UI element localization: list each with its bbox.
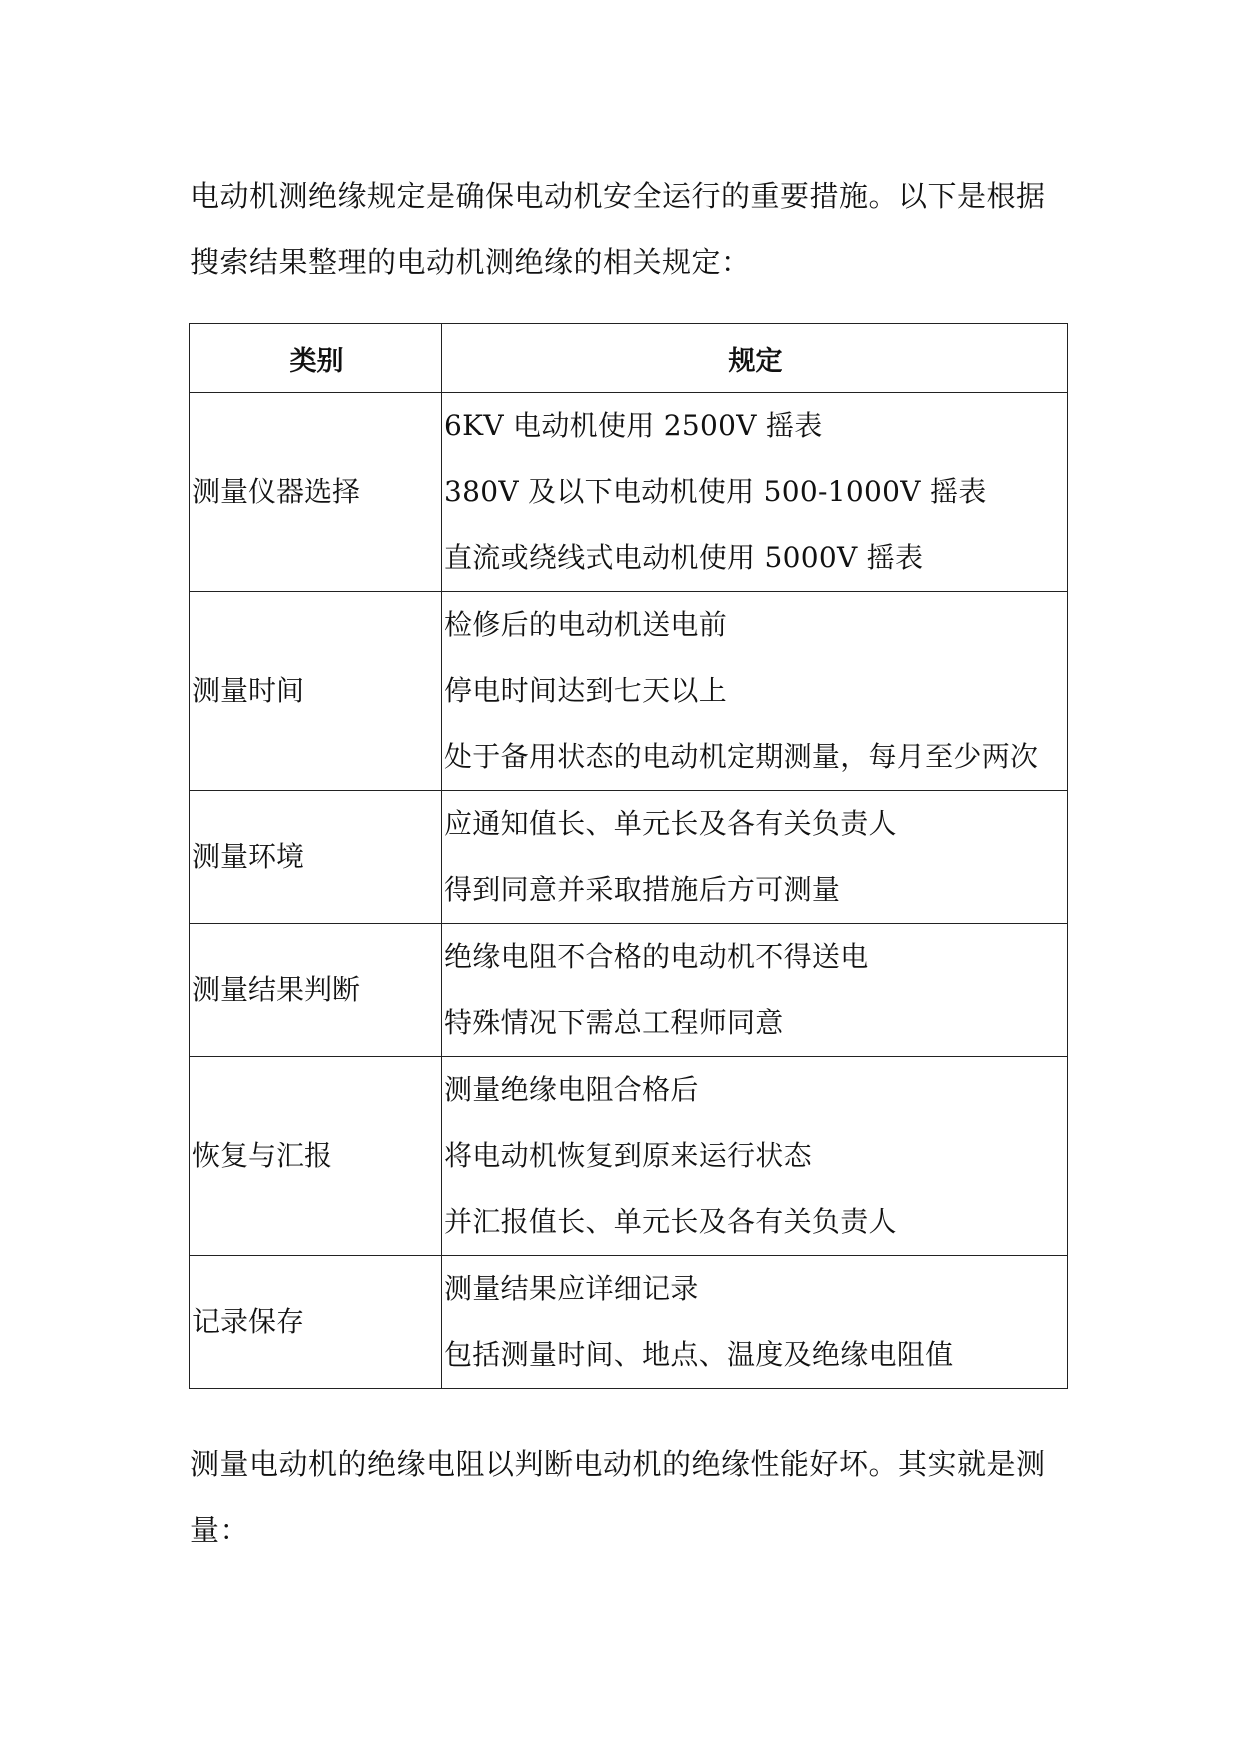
regulation-line: 测量结果应详细记录 [444, 1272, 699, 1305]
table-row [190, 1057, 1068, 1256]
regulation-line: 并汇报值长、单元长及各有关负责人 [444, 1205, 897, 1238]
regulations-table [189, 323, 1068, 1389]
table-row [190, 1256, 1068, 1389]
category-cell [190, 1057, 442, 1256]
category-label: 恢复与汇报 [192, 1139, 333, 1172]
regulation-cell [442, 1256, 1068, 1389]
regulation-line: 得到同意并采取措施后方可测量 [444, 873, 841, 906]
header-category: 类别 [190, 324, 442, 393]
category-cell [190, 791, 442, 924]
table-row [190, 393, 1068, 592]
header-regulation: 规定 [442, 324, 1068, 393]
regulation-cell [442, 791, 1068, 924]
category-label: 测量时间 [192, 674, 305, 707]
table-row [190, 791, 1068, 924]
regulation-cell [442, 1057, 1068, 1256]
regulation-line: 停电时间达到七天以上 [444, 674, 728, 707]
regulation-line: 处于备用状态的电动机定期测量，每月至少两次 [444, 740, 1039, 773]
category-cell [190, 393, 442, 592]
regulation-line: 应通知值长、单元长及各有关负责人 [444, 807, 897, 840]
category-label: 测量仪器选择 [192, 475, 361, 508]
regulation-line: 包括测量时间、地点、温度及绝缘电阻值 [444, 1338, 954, 1371]
category-label: 测量结果判断 [192, 973, 361, 1006]
regulation-cell [442, 924, 1068, 1057]
regulation-line: 检修后的电动机送电前 [444, 608, 728, 641]
table-row [190, 592, 1068, 791]
category-cell [190, 1256, 442, 1389]
regulation-line: 测量绝缘电阻合格后 [444, 1073, 699, 1106]
closing-paragraph: 测量电动机的绝缘电阻以判断电动机的绝缘性能好坏。其实就是测量： [190, 1447, 1046, 1547]
regulation-line: 6KV 电动机使用 2500V 摇表 [444, 409, 823, 442]
regulation-line: 绝缘电阻不合格的电动机不得送电 [444, 940, 869, 973]
regulation-cell [442, 592, 1068, 791]
regulation-cell [442, 393, 1068, 592]
regulation-line: 直流或绕线式电动机使用 5000V 摇表 [444, 541, 924, 574]
regulation-line: 将电动机恢复到原来运行状态 [444, 1139, 812, 1172]
category-label: 测量环境 [192, 840, 305, 873]
regulation-line: 380V 及以下电动机使用 500-1000V 摇表 [444, 475, 987, 508]
category-cell [190, 592, 442, 791]
intro-paragraph: 电动机测绝缘规定是确保电动机安全运行的重要措施。以下是根据搜索结果整理的电动机测绝缘的相关规定： [190, 179, 1046, 279]
category-label: 记录保存 [192, 1305, 305, 1338]
table-header-row [190, 324, 1068, 393]
regulation-line: 特殊情况下需总工程师同意 [444, 1006, 784, 1039]
category-cell [190, 924, 442, 1057]
table-row [190, 924, 1068, 1057]
